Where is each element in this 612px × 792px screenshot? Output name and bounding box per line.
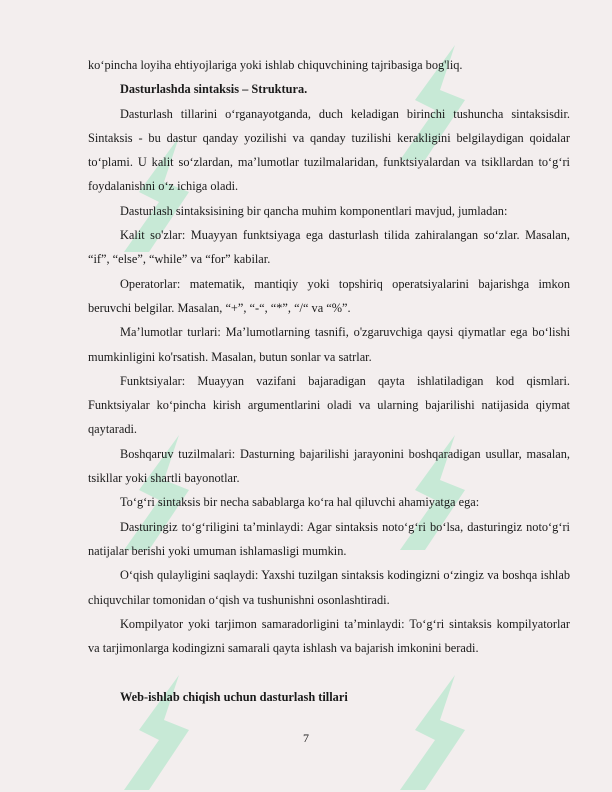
section-heading: Web-ishlab chiqish uchun dasturlash tillari xyxy=(120,690,348,705)
body-paragraph: Kalit so'zlar: Muayyan funktsiyaga ega dasturlash tilida zahiralangan so‘zlar. Masalan, “if”, “else”, “while” va “for” kabilar. xyxy=(88,228,570,267)
page-number: 7 xyxy=(303,731,309,745)
body-paragraph: To‘g‘ri sintaksis bir necha sabablarga ko‘ra hal qiluvchi ahamiyatga ega: xyxy=(120,495,480,510)
paragraph-spacer xyxy=(88,660,570,685)
body-paragraph: O‘qish qulayligini saqlaydi: Yaxshi tuzilgan sintaksis kodingizni o‘zingiz va boshqa ishlab chiquvchilar tomonidan o‘qish va tushunishni osonlashtiradi. xyxy=(88,568,570,607)
body-paragraph: Dasturlash tillarini o‘rganayotganda, duch keladigan birinchi tushuncha sintaksisdir. Sintaksis - bu dastur qanday yozilishi va qanday tuzilishi kerakligini belgilaydigan qoidalar to‘plami. U kalit so‘zlardan, ma’lumotlar tuzilmalaridan, funktsiyalardan va tsikllardan to‘g‘ri foydalanishni o‘z ichiga oladi. xyxy=(88,106,570,194)
body-paragraph: Kompilyator yoki tarjimon samaradorligini ta’minlaydi: To‘g‘ri sintaksis kompilyatorlar va tarjimonlarga kodingizni samarali qayta ishlash va bajarish imkonini beradi. xyxy=(88,616,570,656)
body-paragraph: Ma’lumotlar turlari: Ma’lumotlarning tasnifi, o'zgaruvchiga qaysi qiymatlar ega bo‘lishi mumkinligini ko'rsatish. Masalan, butun sonlar va satrlar. xyxy=(88,325,570,364)
body-paragraph: Dasturingiz to‘g‘riligini ta’minlaydi: Agar sintaksis noto‘g‘ri bo‘lsa, dasturingiz noto‘g‘ri natijalar berishi yoki umuman ishlamasligi mumkin. xyxy=(88,519,570,558)
body-paragraph: Operatorlar: matematik, mantiqiy yoki topshiriq operatsiyalarini bajarishga imkon beruvchi belgilar. Masalan, “+”, “-“, “*”, “/“ va “%”. xyxy=(88,276,570,315)
section-heading: Dasturlashda sintaksis – Struktura. xyxy=(120,82,308,97)
body-paragraph: Boshqaruv tuzilmalari: Dasturning bajarilishi jarayonini boshqaradigan usullar, masalan, tsikllar yoki shartli bayonotlar. xyxy=(88,446,570,486)
body-paragraph: Funktsiyalar: Muayyan vazifani bajaradigan qayta ishlatiladigan kod qismlari. Funktsiyalar ko‘pincha kirish argumentlarini oladi va ularning bajarilishi natijasida qiymat qaytaradi. xyxy=(88,373,570,437)
document-body xyxy=(88,53,570,710)
body-paragraph: ko‘pincha loyiha ehtiyojlariga yoki ishlab chiquvchining tajribasiga bog'liq. xyxy=(88,58,463,72)
body-paragraph: Dasturlash sintaksisining bir qancha muhim komponentlari mavjud, jumladan: xyxy=(120,203,508,218)
